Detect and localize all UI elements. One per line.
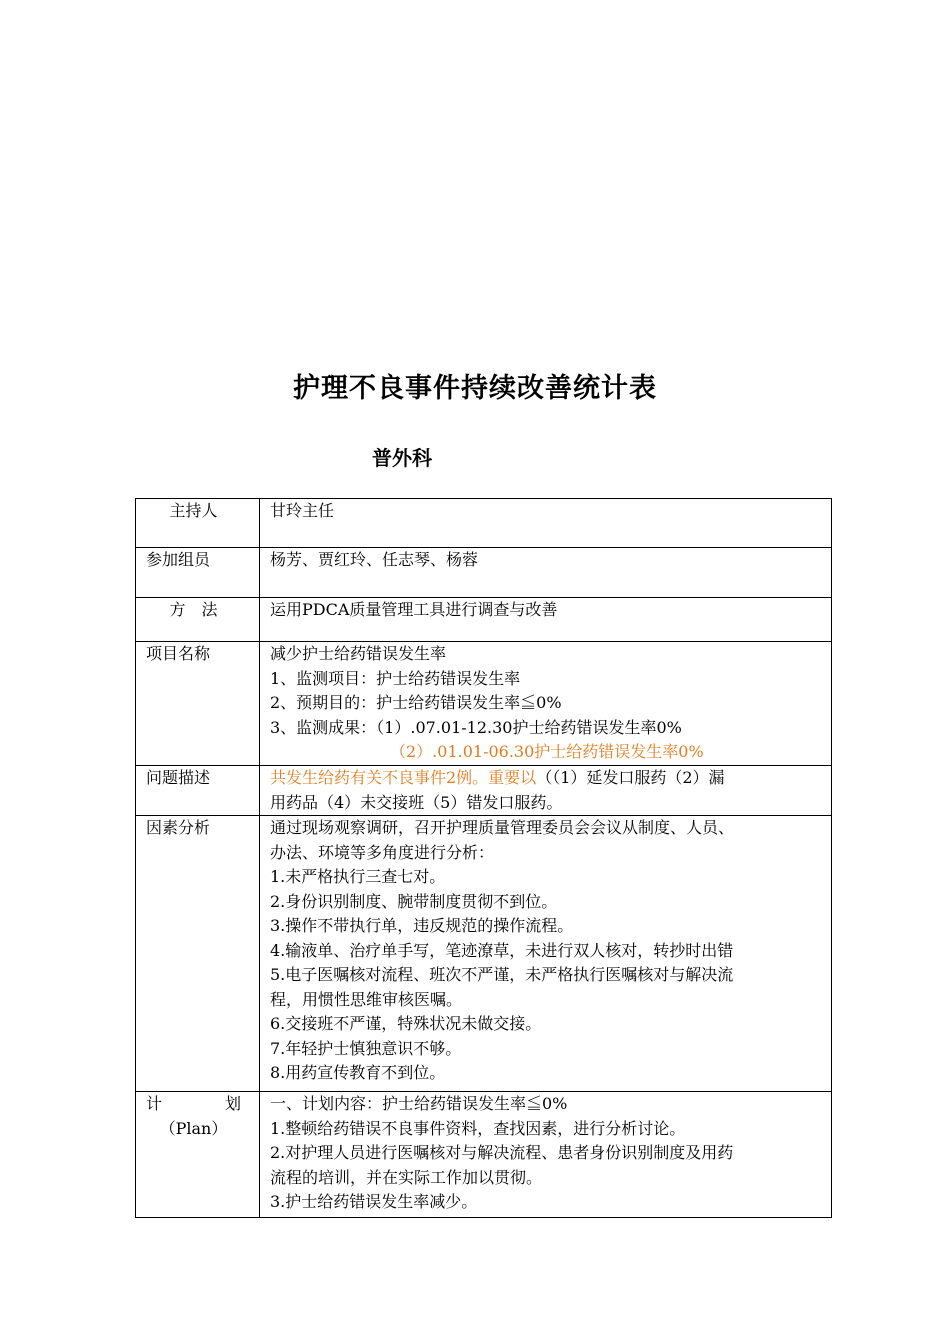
plan-line: 3.护士给药错误发生率减少。 (270, 1192, 478, 1211)
method-label (136, 598, 260, 642)
plan-content (260, 1092, 832, 1218)
factors-line: 5.电子医嘱核对流程、班次不严谨，未严格执行医嘱核对与解决流 (270, 965, 734, 984)
host-label-text: 主持人 (169, 501, 218, 520)
project-line: 2、预期目的：护士给药错误发生率≦0% (270, 693, 562, 712)
members-value: 杨芳、贾红玲、任志琴、杨蓉 (260, 548, 832, 598)
row-members (136, 548, 832, 598)
method-value: 运用PDCA质量管理工具进行调查与改善 (260, 598, 832, 642)
row-factors (136, 816, 832, 1092)
plan-line: 流程的培训，并在实际工作加以贯彻。 (270, 1167, 543, 1187)
project-title: 减少护士给药错误发生率 (270, 644, 447, 663)
row-project (136, 642, 832, 766)
plan-label-right: 划 (224, 1094, 241, 1113)
row-host (136, 499, 832, 548)
factors-line: 1.未严格执行三查七对。 (270, 867, 446, 886)
host-value: 甘玲主任 (260, 499, 832, 548)
project-content (260, 642, 832, 766)
host-label (136, 499, 260, 548)
project-line: 3、监测成果：（1）.07.01-12.30护士给药错误发生率0% (270, 717, 682, 737)
problem-label: 问题描述 (136, 766, 260, 816)
members-label: 参加组员 (136, 548, 260, 598)
department-name: 普外科 (372, 446, 432, 470)
method-label-text: 方 法 (169, 600, 218, 619)
problem-highlight: 共发生给药有关不良事件2例。重要以 (270, 768, 537, 787)
plan-label-sub: （Plan） (159, 1118, 228, 1138)
problem-line (270, 766, 825, 791)
factors-line: 2.身份识别制度、腕带制度贯彻不到位。 (270, 891, 558, 911)
factors-line: 通过现场观察调研，召开护理质量管理委员会会议从制度、人员、 (270, 818, 735, 837)
factors-line: 4.输液单、治疗单手写，笔迹潦草，未进行双人核对，转抄时出错 (270, 940, 734, 960)
problem-content (260, 766, 832, 816)
plan-line: 2.对护理人员进行医嘱核对与解决流程、患者身份识别制度及用药 (270, 1143, 734, 1162)
plan-line: 一、计划内容：护士给药错误发生率≦0% (270, 1094, 568, 1113)
problem-line: 用药品（4）未交接班（5）错发口服药。 (270, 792, 563, 812)
improvement-table (135, 498, 832, 1218)
project-label: 项目名称 (136, 642, 260, 766)
project-line-highlight: （2）.01.01-06.30护士给药错误发生率0% (390, 742, 704, 761)
factors-line: 8.用药宣传教育不到位。 (270, 1063, 446, 1082)
factors-line: 6.交接班不严谨，特殊状况未做交接。 (270, 1014, 542, 1033)
project-line: 1、监测项目：护士给药错误发生率 (270, 668, 521, 688)
plan-label (136, 1092, 260, 1218)
factors-label: 因素分析 (136, 816, 260, 1092)
factors-line: 程，用惯性思维审核医嘱。 (270, 989, 463, 1009)
factors-line: 7.年轻护士慎独意识不够。 (270, 1038, 462, 1058)
plan-label-left: 计 (146, 1094, 163, 1113)
problem-text: （（1）延发口服药（2）漏 (536, 768, 725, 787)
factors-line: 办法、环境等多角度进行分析： (270, 842, 495, 862)
row-method (136, 598, 832, 642)
factors-line: 3.操作不带执行单，违反规范的操作流程。 (270, 916, 574, 935)
row-plan (136, 1092, 832, 1218)
factors-content (260, 816, 832, 1092)
plan-line: 1.整顿给药错误不良事件资料，查找因素，进行分析讨论。 (270, 1118, 686, 1138)
plan-label-main (146, 1092, 253, 1117)
row-problem (136, 766, 832, 816)
document-title: 护理不良事件持续改善统计表 (293, 373, 657, 404)
